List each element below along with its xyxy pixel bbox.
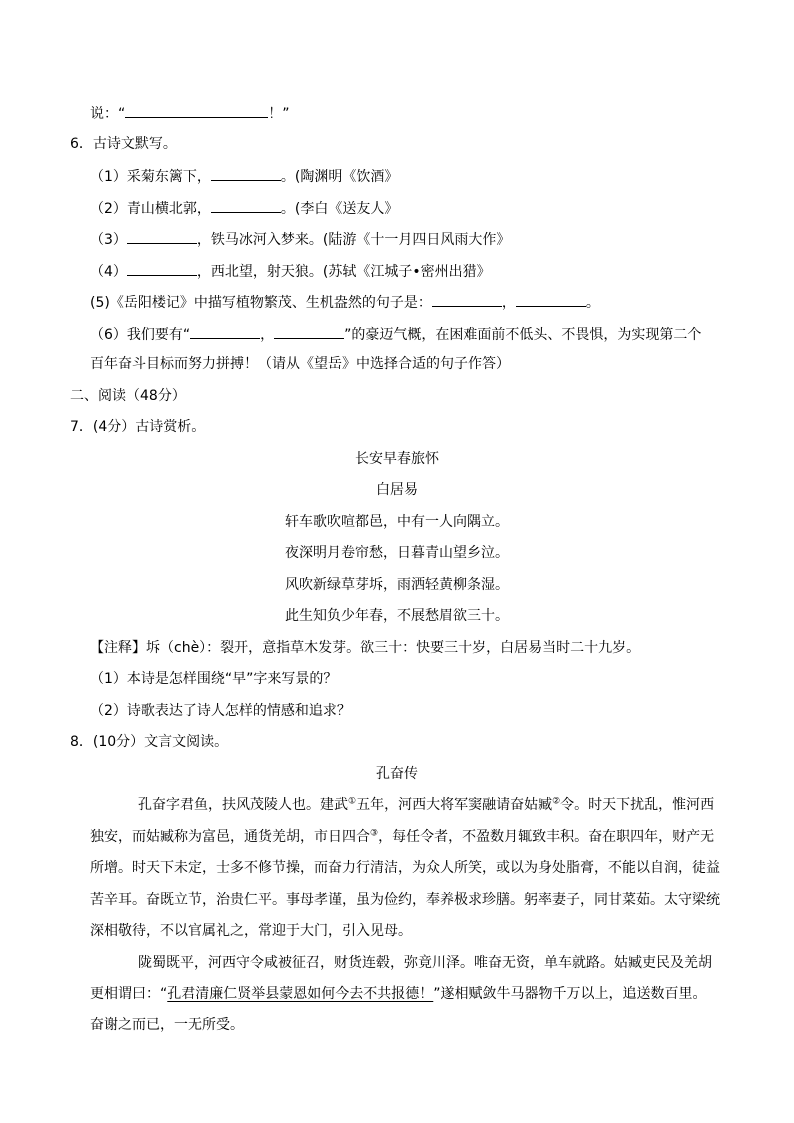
item-before: 青山横北郭， — [126, 201, 211, 217]
q7-sub-1: （1）本诗是怎样围绕“早”字来写景的？ — [90, 671, 338, 687]
poem-author: 白居易 — [376, 482, 418, 498]
item-num: （3） — [90, 232, 127, 248]
text: ，每任令者，不盈数月辄致丰积。奋在职四年，财产无 — [378, 829, 715, 845]
item-after: 。(陶渊明《饮酒》 — [280, 169, 399, 185]
say-prefix: 说：“ — [90, 106, 126, 122]
answer-blank[interactable] — [432, 292, 502, 307]
item-rest: ”的豪迈气概，在困难面前不低头、不畏惧，为实现第二个 — [344, 327, 702, 343]
section-heading: 二、阅读（48分） — [70, 388, 186, 404]
passage-line — [90, 828, 714, 846]
footnote-mark: ③ — [370, 828, 379, 839]
item-num: （2） — [90, 201, 127, 217]
poem-line: 轩车歌吹喧都邑，中有一人向隅立。 — [285, 514, 509, 530]
answer-blank[interactable] — [211, 166, 281, 181]
passage-line — [138, 796, 714, 814]
passage-line: 深相敬待，不以官属礼之，常迎于大门，引入见母。 — [90, 923, 412, 939]
passage-line — [90, 985, 707, 1003]
answer-blank[interactable] — [516, 292, 586, 307]
q6-item-5 — [90, 292, 600, 312]
say-line — [90, 103, 290, 123]
q8-heading: 8．(10分）文言文阅读。 — [70, 734, 229, 750]
passage-line: 陇蜀既平，河西守令咸被征召，财货连毂，弥竟川泽。唯奋无资，单车就路。姑臧吏民及羌胡 — [138, 955, 712, 971]
text: 独安，而姑臧称为富邑，通货羌胡，市日四合 — [90, 829, 370, 845]
poem-line: 风吹新绿草芽坼，雨洒轻黄柳条湿。 — [285, 577, 509, 593]
item-after: 。(李白《送友人》 — [280, 201, 399, 217]
q6-item-3 — [90, 229, 510, 249]
q6-heading: 6．古诗文默写。 — [70, 136, 177, 152]
say-suffix: ！” — [268, 106, 290, 122]
item-before: 采菊东篱下， — [126, 169, 211, 185]
q7-sub-2: （2）诗歌表达了诗人怎样的情感和追求？ — [90, 703, 351, 719]
underlined-sentence: 孔君清廉仁贤举县蒙恩如何今去不共报德！ — [167, 986, 434, 1002]
q6-item-1 — [90, 166, 398, 186]
poem-line: 夜深明月卷帘愁，日暮青山望乡泣。 — [285, 545, 509, 561]
answer-blank[interactable] — [190, 324, 260, 339]
q6-item-4 — [90, 261, 491, 281]
text: 令。时天下扰乱，惟河西 — [560, 797, 715, 813]
item-after: ，铁马冰河入梦来。(陆游《十一月四日风雨大作》 — [196, 232, 511, 248]
item-prefix: （6）我们要有“ — [90, 327, 191, 343]
item-num: （1） — [90, 169, 127, 185]
item-sep: ， — [501, 295, 516, 311]
text: 孔奋字君鱼，扶风茂陵人也。建武 — [138, 797, 348, 813]
item-after: ，西北望，射天狼。(苏轼《江城子•密州出猎》 — [196, 264, 491, 280]
text: 更相谓曰：“ — [90, 986, 168, 1002]
item-text: (5)《岳阳楼记》中描写植物繁茂、生机盎然的句子是： — [90, 295, 432, 311]
q6-item-2 — [90, 198, 398, 218]
text: 五年，河西大将军窦融请奋姑臧 — [356, 797, 553, 813]
poem-title: 长安早春旅怀 — [355, 451, 439, 467]
item-num: （4） — [90, 264, 127, 280]
passage-line: 所增。时天下未定，士多不修节操，而奋力行清洁，为众人所笑，或以为身处脂膏，不能以自润，徒益 — [90, 860, 720, 876]
item-sep: ， — [260, 327, 275, 343]
footnote-mark: ② — [552, 796, 561, 807]
text: ”遂相赋敛牛马器物千万以上，追送数百里。 — [433, 986, 707, 1002]
q6-item-6-line2: 百年奋斗目标而努力拼搏！（请从《望岳》中选择合适的句子作答） — [90, 356, 510, 372]
answer-blank[interactable] — [127, 229, 197, 244]
item-end: 。 — [585, 295, 600, 311]
passage-line: 奋谢之而已，一无所受。 — [90, 1017, 244, 1033]
answer-blank[interactable] — [125, 103, 268, 118]
passage-line: 苦辛耳。奋既立节，治贵仁平。事母孝谨，虽为俭约，奉养极求珍膳。躬率妻子，同甘菜茹。太守梁统 — [90, 892, 720, 908]
answer-blank[interactable] — [211, 198, 281, 213]
footnote-mark: ① — [348, 796, 357, 807]
answer-blank[interactable] — [274, 324, 344, 339]
q7-heading: 7．(4分）古诗赏析。 — [70, 419, 206, 435]
q6-item-6 — [90, 324, 701, 344]
passage-title: 孔奋传 — [376, 766, 418, 782]
poem-line: 此生知负少年春，不展愁眉欲三十。 — [285, 608, 509, 624]
poem-note: 【注释】坼（chè）：裂开，意指草木发芽。欲三十：快要三十岁，白居易当时二十九岁。 — [90, 640, 641, 656]
answer-blank[interactable] — [127, 261, 197, 276]
